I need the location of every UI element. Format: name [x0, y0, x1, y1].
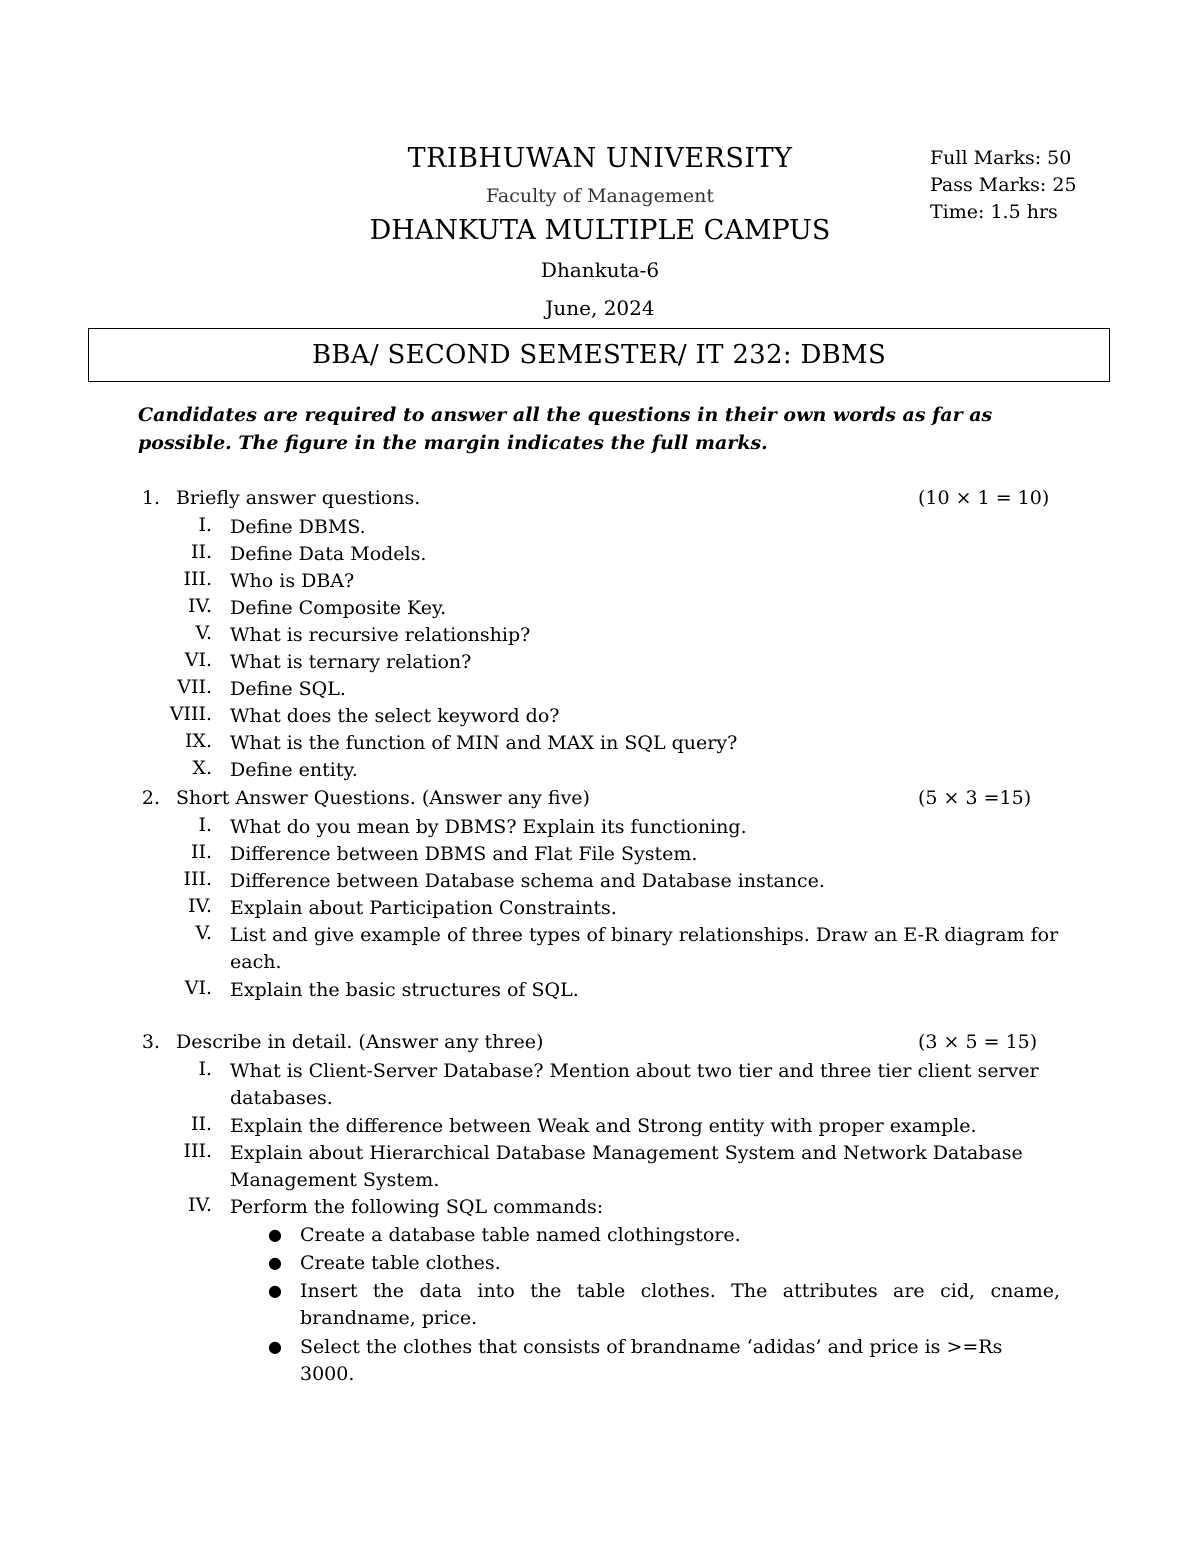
question-item: What is recursive relationship? — [230, 624, 531, 646]
question-item: List and give example of three types of binary relationships. Draw an E-R diagram for each. — [230, 924, 1059, 973]
faculty-name: Faculty of Management — [486, 185, 714, 207]
exam-time: Time: 1.5 hrs — [930, 201, 1058, 223]
question-number: 2. — [141, 787, 160, 809]
item-numeral: IV. — [188, 1194, 212, 1216]
item-numeral: VIII. — [169, 703, 212, 725]
question-marks: (10 × 1 = 10) — [918, 487, 1050, 509]
full-marks: Full Marks: 50 — [930, 147, 1072, 169]
question-number: 1. — [141, 487, 160, 509]
question-item: Explain about Participation Constraints. — [230, 897, 617, 919]
item-numeral: I. — [198, 514, 212, 536]
question-item: Difference between DBMS and Flat File System. — [230, 843, 698, 865]
item-numeral: V. — [195, 622, 212, 644]
question-marks: (3 × 5 = 15) — [918, 1031, 1038, 1053]
bullet-item: Create table clothes. — [300, 1252, 501, 1274]
question-item: Explain the difference between Weak and Strong entity with proper example. — [230, 1115, 977, 1137]
item-numeral: IV. — [188, 895, 212, 917]
question-item: Difference between Database schema and Database instance. — [230, 870, 825, 892]
question-marks: (5 × 3 =15) — [918, 787, 1032, 809]
question-title: Describe in detail. (Answer any three) — [176, 1031, 544, 1053]
item-numeral: II. — [190, 841, 212, 863]
campus-name: DHANKUTA MULTIPLE CAMPUS — [369, 215, 831, 246]
question-title: Short Answer Questions. (Answer any five) — [176, 787, 590, 809]
item-numeral: III. — [183, 568, 212, 590]
question-item: Explain about Hierarchical Database Management System and Network Database Management System. — [230, 1142, 1023, 1191]
bullet-item: Select the clothes that consists of brandname ‘adidas’ and price is >=Rs 3000. — [300, 1336, 1003, 1385]
university-name: TRIBHUWAN UNIVERSITY — [407, 143, 793, 174]
question-item: What is Client-Server Database? Mention about two tier and three tier client server databases. — [230, 1060, 1039, 1109]
item-numeral: II. — [190, 1113, 212, 1135]
marks-info — [930, 145, 1077, 226]
campus-location: Dhankuta-6 — [540, 258, 660, 282]
bullet-icon: ● — [268, 1337, 282, 1356]
question-title: Briefly answer questions. — [176, 487, 421, 509]
question-item: Define Composite Key. — [230, 597, 447, 619]
item-numeral: IX. — [184, 730, 212, 752]
item-numeral: I. — [198, 1058, 212, 1080]
bullet-item: Create a database table named clothingstore. — [300, 1224, 741, 1246]
item-numeral: IV. — [188, 595, 212, 617]
bullet-item: Insert the data into the table clothes. The attributes are cid, cname, brandname, price. — [300, 1280, 1060, 1329]
bullet-icon: ● — [268, 1253, 282, 1272]
bullet-icon: ● — [268, 1281, 282, 1300]
question-item: Perform the following SQL commands: — [230, 1196, 604, 1218]
item-numeral: V. — [195, 922, 212, 944]
item-numeral: X. — [192, 757, 212, 779]
question-item: Who is DBA? — [230, 570, 355, 592]
question-item: Define Data Models. — [230, 543, 427, 565]
item-numeral: III. — [183, 868, 212, 890]
question-item: Explain the basic structures of SQL. — [230, 979, 579, 1001]
question-item: Define SQL. — [230, 678, 346, 700]
question-item: What does the select keyword do? — [230, 705, 560, 727]
item-numeral: VI. — [184, 649, 212, 671]
question-item: What do you mean by DBMS? Explain its functioning. — [230, 816, 747, 838]
question-item: Define entity. — [230, 759, 358, 781]
course-title: BBA/ SECOND SEMESTER/ IT 232: DBMS — [311, 340, 887, 370]
item-numeral: VII. — [177, 676, 212, 698]
instructions: Candidates are required to answer all the questions in their own words as far as possible. The figure in the margin indicates the full marks. — [138, 404, 993, 454]
course-title-box — [88, 328, 1110, 382]
pass-marks: Pass Marks: 25 — [930, 174, 1077, 196]
item-numeral: III. — [183, 1140, 212, 1162]
item-numeral: VI. — [184, 977, 212, 999]
question-item: What is the function of MIN and MAX in SQL query? — [230, 732, 738, 754]
question-item: Define DBMS. — [230, 516, 366, 538]
item-numeral: II. — [190, 541, 212, 563]
exam-date: June, 2024 — [545, 296, 655, 320]
question-item: What is ternary relation? — [230, 651, 472, 673]
bullet-icon: ● — [268, 1225, 282, 1244]
item-numeral: I. — [198, 814, 212, 836]
question-number: 3. — [141, 1031, 160, 1053]
